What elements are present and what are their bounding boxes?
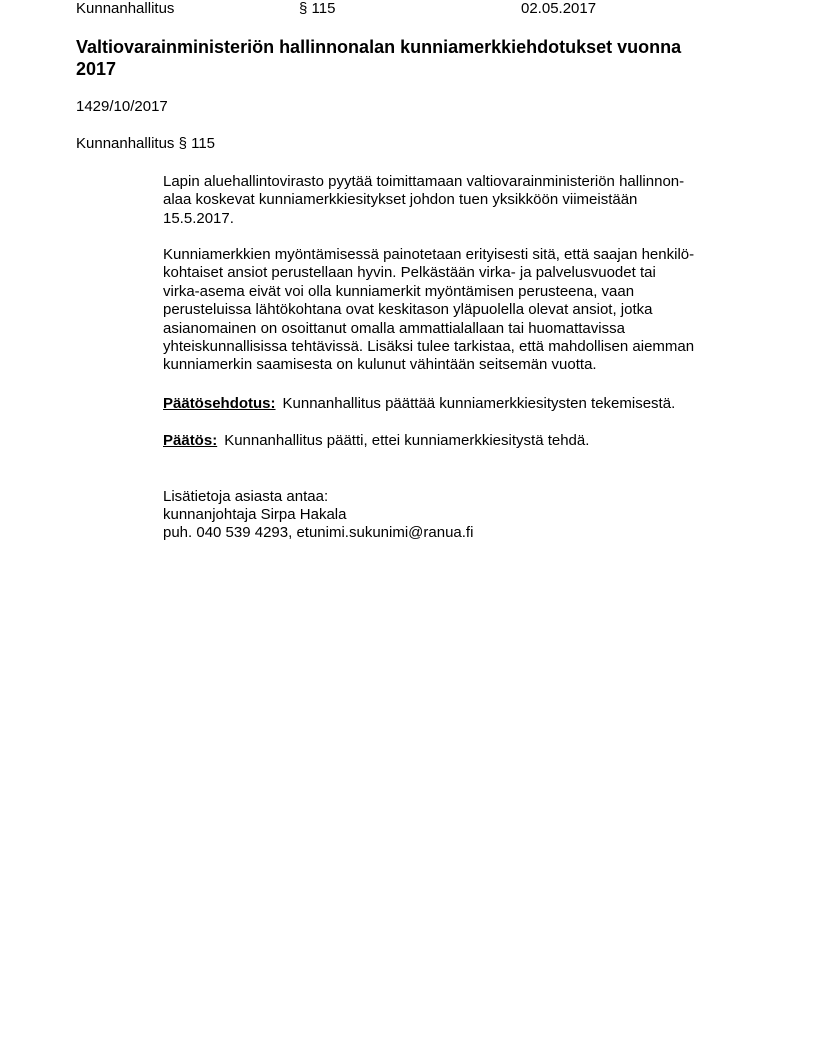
contact-line: kunnanjohtaja Sirpa Hakala	[163, 506, 347, 523]
decision-text: Kunnanhallitus päätti, ettei kunniamerkkiesitystä tehdä.	[224, 432, 590, 449]
header-section: § 115	[299, 0, 336, 17]
proposal-text: Kunnanhallitus päättää kunniamerkkiesitysten tekemisestä.	[282, 395, 676, 412]
contact-info	[163, 488, 473, 542]
text-line: Kunniamerkkien myöntämisessä painotetaan erityisesti sitä, että saajan henkilö-	[163, 246, 695, 263]
text-line: perusteluissa lähtökohtana ovat keskitason yläpuolella olevat ansiot, jotka	[163, 301, 653, 319]
text-line: asianomainen on osoittanut omalla ammattialallaan tai huomattavissa	[163, 319, 625, 337]
text-line: yhteiskunnallisissa tehtävissä. Lisäksi tulee tarkistaa, että mahdollisen aiemman	[163, 337, 695, 355]
text-line: alaa koskevat kunniamerkkiesitykset johdon tuen yksikköön viimeistään	[163, 191, 638, 209]
text-line: virka-asema eivät voi olla kunniamerkit myöntämisen perusteena, vaan	[163, 282, 635, 300]
paragraph-2	[163, 246, 694, 375]
header-date: 02.05.2017	[521, 0, 597, 17]
text-line: 15.5.2017.	[163, 209, 234, 227]
decision	[163, 432, 589, 450]
text-line: Lapin aluehallintovirasto pyytää toimittamaan valtiovarainministeriön hallinnon-	[163, 173, 685, 190]
proposal-label: Päätösehdotus:	[163, 395, 276, 412]
header-body: Kunnanhallitus	[76, 0, 175, 17]
title-line: 2017	[76, 59, 117, 79]
record-number: 1429/10/2017	[76, 98, 168, 115]
text-line: kunniamerkin saamisesta on kulunut vähintään seitsemän vuotta.	[163, 356, 597, 374]
contact-line: puh. 040 539 4293, etunimi.sukunimi@ranua.fi	[163, 524, 474, 541]
text-line: kohtaiset ansiot perustellaan hyvin. Pelkästään virka- ja palvelusvuodet tai	[163, 264, 656, 282]
title-line: Valtiovarainministeriön hallinnonalan kunniamerkkiehdotukset vuonna	[76, 37, 682, 57]
paragraph-1	[163, 173, 684, 228]
page-title	[76, 36, 681, 80]
proposal	[163, 395, 675, 413]
decision-label: Päätös:	[163, 432, 218, 449]
section-ref: Kunnanhallitus § 115	[76, 135, 215, 152]
contact-line: Lisätietoja asiasta antaa:	[163, 488, 329, 505]
